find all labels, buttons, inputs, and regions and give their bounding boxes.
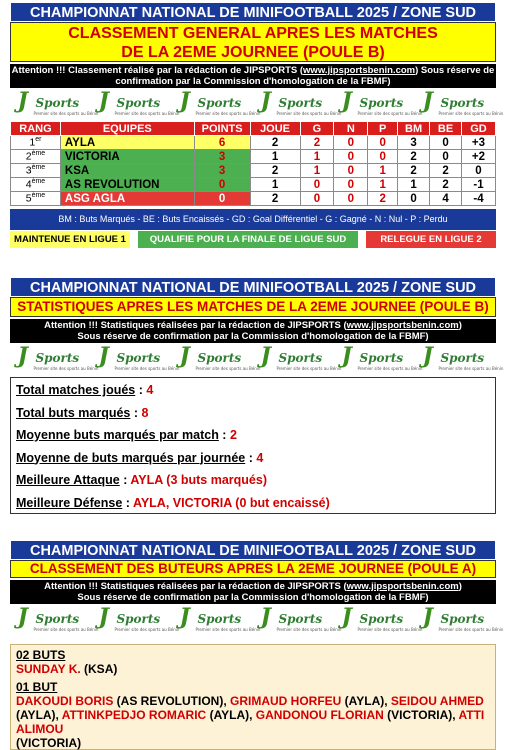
jipsports-logo — [16, 88, 99, 118]
buteurs-head-1: 01 BUT — [16, 680, 58, 694]
cell-joue: 2 — [250, 192, 300, 206]
cell-p: 2 — [368, 192, 398, 206]
scorer-team: (AYLA), — [16, 708, 59, 722]
jipsports-logo — [421, 88, 504, 118]
logo-mark: J — [98, 604, 109, 630]
buteurs-box — [10, 644, 496, 750]
logo-brand: Sports — [116, 96, 161, 110]
stat-sep: : — [119, 473, 131, 487]
stat-value: 2 — [229, 428, 237, 442]
section3-notice — [10, 580, 496, 604]
cell-be: 2 — [430, 164, 462, 178]
cell-g: 1 — [300, 164, 334, 178]
buteurs-head-2: 02 BUTS — [16, 648, 66, 662]
logo-mark: J — [17, 604, 28, 630]
logo-mark: J — [98, 343, 109, 369]
logo-mark: J — [179, 604, 190, 630]
jipsports-logo — [259, 88, 342, 118]
logo-mark: J — [341, 604, 352, 630]
col-joue: JOUE — [250, 122, 300, 136]
cell-rang: 4ème — [11, 178, 61, 192]
logo-mark: J — [341, 88, 352, 114]
cell-rang: 2ème — [11, 150, 61, 164]
scorer-team: (AYLA), — [341, 694, 391, 708]
status-gap — [130, 231, 138, 248]
notice-link[interactable]: www.jipsportsbenin.com — [346, 320, 459, 331]
cell-bm: 2 — [398, 150, 430, 164]
col-gd: GD — [461, 122, 495, 136]
stats-box — [10, 377, 496, 514]
scorer-name: SEIDOU AHMED — [390, 694, 484, 708]
jipsports-logo — [340, 604, 423, 634]
logo-tagline: Premier site des sports au Bénin — [438, 111, 504, 116]
logo-tagline: Premier site des sports au Bénin — [114, 366, 180, 371]
logo-tagline: Premier site des sports au Bénin — [114, 627, 180, 632]
status-row — [10, 231, 496, 248]
logo-tagline: Premier site des sports au Bénin — [357, 111, 423, 116]
logo-brand: Sports — [359, 351, 404, 365]
logo-brand: Sports — [278, 96, 323, 110]
logo-mark: J — [422, 88, 433, 114]
section2-notice — [10, 319, 496, 343]
logo-mark: J — [98, 88, 109, 114]
logo-tagline: Premier site des sports au Bénin — [357, 366, 423, 371]
cell-bm: 2 — [398, 164, 430, 178]
col-bm: BM — [398, 122, 430, 136]
cell-g: 2 — [300, 136, 334, 150]
stat-label: Meilleure Défense — [16, 495, 123, 510]
section3-banner: CHAMPIONNAT NATIONAL DE MINIFOOTBALL 2025 / ZONE SUD — [10, 540, 496, 560]
scorer-name: SUNDAY K. — [16, 662, 81, 676]
cell-gd: 0 — [461, 164, 495, 178]
cell-team: VICTORIA — [60, 150, 194, 164]
col-equipes: EQUIPES — [60, 122, 194, 136]
jipsports-logo — [16, 604, 99, 634]
jipsports-logo — [178, 88, 261, 118]
jipsports-logo — [97, 88, 180, 118]
jipsports-logo — [178, 343, 261, 373]
table-row — [11, 136, 496, 150]
ranking-header-row — [11, 122, 496, 136]
stat-label: Moyenne de buts marqués par journée — [16, 450, 246, 465]
cell-points: 6 — [194, 136, 250, 150]
scorer-team: (KSA) — [80, 662, 118, 676]
col-rang: RANG — [11, 122, 61, 136]
stat-sep: : — [122, 495, 133, 510]
logo-mark: J — [17, 343, 28, 369]
cell-bm: 3 — [398, 136, 430, 150]
logo-row-3 — [10, 604, 504, 636]
scorer-team: (AS REVOLUTION), — [113, 694, 231, 708]
notice-prefix: Attention !!! Classement réalisé par la rédaction de JIPSPORTS ( — [11, 65, 304, 76]
cell-rang: 5ème — [11, 192, 61, 206]
scorer-team: (VICTORIA), — [383, 708, 459, 722]
cell-n: 0 — [334, 178, 368, 192]
section1-banner: CHAMPIONNAT NATIONAL DE MINIFOOTBALL 2025 / ZONE SUD — [10, 2, 496, 22]
logo-tagline: Premier site des sports au Bénin — [276, 366, 342, 371]
notice-prefix: Attention !!! Statistiques réalisées par la rédaction de JIPSPORTS ( — [44, 581, 347, 592]
jipsports-logo — [16, 343, 99, 373]
cell-gd: +3 — [461, 136, 495, 150]
cell-gd: -4 — [461, 192, 495, 206]
logo-mark: J — [260, 604, 271, 630]
section1-subtitle-line1: CLASSEMENT GENERAL APRES LES MATCHES — [68, 25, 438, 42]
stat-value: 4 — [256, 450, 264, 465]
logo-brand: Sports — [197, 96, 242, 110]
section2-subtitle: STATISTIQUES APRES LES MATCHES DE LA 2EME JOURNEE (POULE B) — [10, 297, 496, 317]
col-g: G — [300, 122, 334, 136]
logo-mark: J — [422, 604, 433, 630]
logo-mark: J — [260, 343, 271, 369]
logo-row-2 — [10, 343, 504, 375]
stat-label: Meilleure Attaque — [16, 473, 120, 487]
notice-line2: confirmation par la Commission d'homologation de la FBMF) — [115, 76, 391, 87]
logo-brand: Sports — [440, 351, 485, 365]
stat-value: 4 — [146, 383, 154, 397]
status-relegue: RELEGUE EN LIGUE 2 — [366, 231, 496, 248]
cell-n: 0 — [334, 136, 368, 150]
scorer-team: (VICTORIA) — [16, 736, 82, 750]
logo-tagline: Premier site des sports au Bénin — [195, 627, 261, 632]
jipsports-logo — [340, 88, 423, 118]
logo-tagline: Premier site des sports au Bénin — [438, 366, 504, 371]
status-qualifie: QUALIFIE POUR LA FINALE DE LIGUE SUD — [138, 231, 358, 248]
stat-label: Moyenne buts marqués par match — [16, 428, 219, 442]
logo-brand: Sports — [278, 612, 323, 626]
jipsports-logo — [178, 604, 261, 634]
jipsports-logo — [97, 343, 180, 373]
table-row — [11, 164, 496, 178]
cell-gd: -1 — [461, 178, 495, 192]
ranking-body — [11, 136, 496, 206]
stat-sep: : — [130, 405, 142, 420]
logo-mark: J — [260, 88, 271, 114]
cell-p: 1 — [368, 164, 398, 178]
logo-brand: Sports — [35, 351, 80, 365]
cell-rang: 1er — [11, 136, 61, 150]
cell-joue: 2 — [250, 164, 300, 178]
notice-line2: Sous réserve de confirmation par la Commission d'homologation de la FBMF) — [77, 331, 429, 342]
cell-n: 0 — [334, 150, 368, 164]
scorer-name: DAKOUDI BORIS — [16, 694, 114, 708]
logo-mark: J — [17, 88, 28, 114]
col-p: P — [368, 122, 398, 136]
section2-banner: CHAMPIONNAT NATIONAL DE MINIFOOTBALL 2025 / ZONE SUD — [10, 277, 496, 297]
logo-tagline: Premier site des sports au Bénin — [33, 366, 99, 371]
logo-tagline: Premier site des sports au Bénin — [276, 111, 342, 116]
logo-tagline: Premier site des sports au Bénin — [195, 366, 261, 371]
jipsports-logo — [259, 604, 342, 634]
cell-n: 0 — [334, 164, 368, 178]
legend-bar: BM : Buts Marqués - BE : Buts Encaissés - GD : Goal Différentiel - G : Gagné - N : Nul - P : Perdu — [10, 209, 496, 230]
cell-p: 0 — [368, 150, 398, 164]
cell-points: 0 — [194, 178, 250, 192]
cell-be: 2 — [430, 178, 462, 192]
jipsports-logo — [97, 604, 180, 634]
jipsports-logo — [421, 343, 504, 373]
stat-total-matches — [16, 380, 490, 403]
logo-tagline: Premier site des sports au Bénin — [276, 627, 342, 632]
logo-brand: Sports — [440, 612, 485, 626]
notice-prefix: Attention !!! Statistiques réalisées par la rédaction de JIPSPORTS ( — [44, 320, 347, 331]
logo-brand: Sports — [35, 612, 80, 626]
section3-subtitle: CLASSEMENT DES BUTEURS APRES LA 2EME JOURNEE (POULE A) — [10, 560, 496, 578]
notice-link[interactable]: www.jipsportsbenin.com — [303, 65, 416, 76]
cell-joue: 1 — [250, 150, 300, 164]
cell-g: 0 — [300, 192, 334, 206]
cell-n: 0 — [334, 192, 368, 206]
logo-brand: Sports — [116, 612, 161, 626]
stat-meilleure-attaque — [16, 470, 490, 493]
logo-mark: J — [341, 343, 352, 369]
logo-mark: J — [179, 88, 190, 114]
jipsports-logo — [340, 343, 423, 373]
buteurs-line-1 — [16, 694, 490, 750]
cell-bm: 0 — [398, 192, 430, 206]
logo-brand: Sports — [359, 96, 404, 110]
logo-tagline: Premier site des sports au Bénin — [438, 627, 504, 632]
logo-brand: Sports — [278, 351, 323, 365]
logo-brand: Sports — [116, 351, 161, 365]
cell-team: AYLA — [60, 136, 194, 150]
logo-tagline: Premier site des sports au Bénin — [33, 627, 99, 632]
jipsports-logo — [259, 343, 342, 373]
stat-value: 8 — [141, 405, 149, 420]
notice-suffix: ) — [458, 581, 462, 592]
stat-total-buts — [16, 403, 490, 426]
scorer-name: ATTINKPEDJO ROMARIC — [61, 708, 207, 722]
notice-suffix: ) — [458, 320, 462, 331]
scorer-name: GANDONOU FLORIAN — [255, 708, 384, 722]
scorer-name: GRIMAUD HORFEU — [230, 694, 342, 708]
stat-sep: : — [218, 428, 230, 442]
stat-moyenne-match — [16, 425, 490, 448]
notice-link[interactable]: www.jipsportsbenin.com — [346, 581, 459, 592]
table-row — [11, 150, 496, 164]
col-be: BE — [430, 122, 462, 136]
col-points: POINTS — [194, 122, 250, 136]
cell-joue: 1 — [250, 178, 300, 192]
logo-row-1 — [10, 88, 504, 120]
status-gap — [358, 231, 366, 248]
logo-mark: J — [179, 343, 190, 369]
logo-brand: Sports — [440, 96, 485, 110]
scorer-team: (AYLA), — [206, 708, 256, 722]
logo-brand: Sports — [197, 351, 242, 365]
logo-brand: Sports — [35, 96, 80, 110]
stat-meilleure-defense — [16, 493, 490, 516]
cell-p: 1 — [368, 178, 398, 192]
jipsports-logo — [421, 604, 504, 634]
logo-tagline: Premier site des sports au Bénin — [357, 627, 423, 632]
stat-label: Total buts marqués — [16, 405, 131, 420]
cell-rang: 3ème — [11, 164, 61, 178]
cell-joue: 2 — [250, 136, 300, 150]
logo-tagline: Premier site des sports au Bénin — [33, 111, 99, 116]
buteurs-line-2 — [16, 662, 490, 676]
col-n: N — [334, 122, 368, 136]
table-row — [11, 192, 496, 206]
cell-be: 0 — [430, 136, 462, 150]
cell-g: 0 — [300, 178, 334, 192]
logo-brand: Sports — [359, 612, 404, 626]
stat-moyenne-journee — [16, 448, 490, 471]
cell-be: 4 — [430, 192, 462, 206]
status-maintien: MAINTENUE EN LIGUE 1 — [10, 231, 130, 248]
notice-line2: Sous réserve de confirmation par la Commission d'homologation de la FBMF) — [77, 592, 429, 603]
cell-p: 0 — [368, 136, 398, 150]
cell-bm: 1 — [398, 178, 430, 192]
logo-tagline: Premier site des sports au Bénin — [195, 111, 261, 116]
cell-team: AS REVOLUTION — [60, 178, 194, 192]
stat-sep: : — [135, 383, 147, 397]
section1-subtitle — [10, 22, 496, 62]
cell-team: ASG AGLA — [60, 192, 194, 206]
cell-points: 3 — [194, 150, 250, 164]
stat-sep: : — [245, 450, 257, 465]
stat-value: AYLA, VICTORIA (0 but encaissé) — [132, 495, 330, 510]
cell-be: 0 — [430, 150, 462, 164]
cell-points: 0 — [194, 192, 250, 206]
cell-g: 1 — [300, 150, 334, 164]
logo-tagline: Premier site des sports au Bénin — [114, 111, 180, 116]
logo-mark: J — [422, 343, 433, 369]
stat-value: AYLA (3 buts marqués) — [130, 473, 267, 487]
table-row — [11, 178, 496, 192]
section1-notice — [10, 64, 496, 88]
ranking-table — [10, 121, 496, 206]
stat-label: Total matches joués — [16, 383, 136, 397]
notice-suffix: ) Sous réserve de — [415, 65, 495, 76]
logo-brand: Sports — [197, 612, 242, 626]
cell-gd: +2 — [461, 150, 495, 164]
cell-team: KSA — [60, 164, 194, 178]
scorer-name: ATTI ALIMOU — [16, 708, 485, 736]
cell-points: 3 — [194, 164, 250, 178]
section1-subtitle-line2: DE LA 2EME JOURNEE (POULE B) — [121, 44, 385, 61]
